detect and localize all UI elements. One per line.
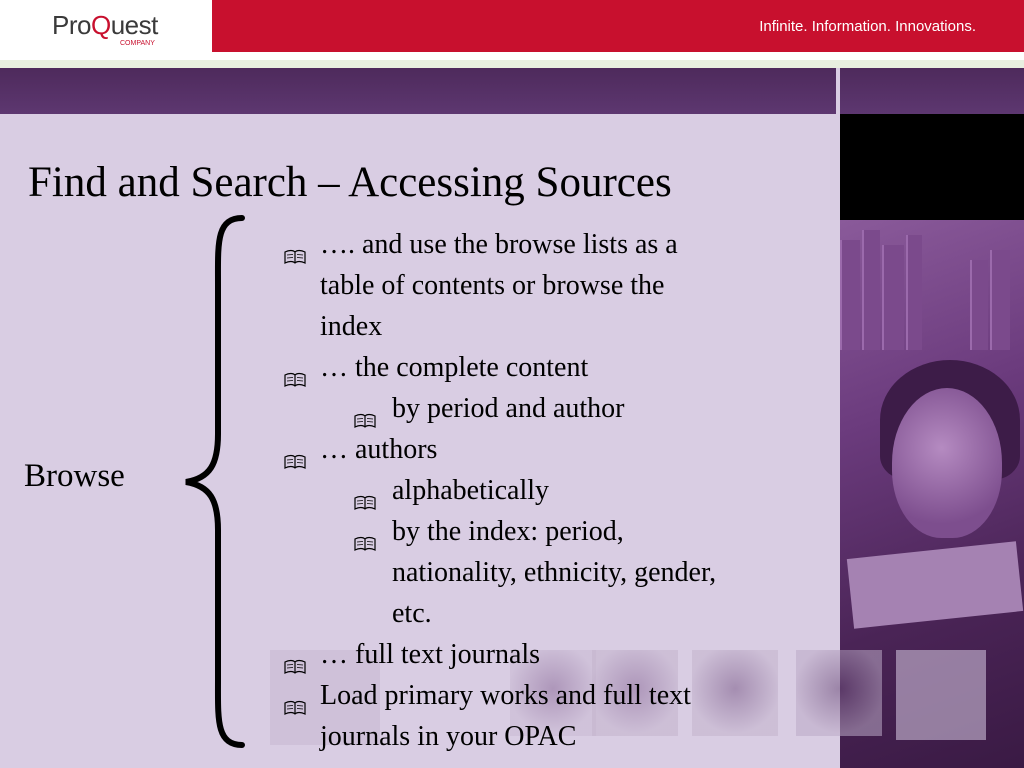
- bullet-text: journals in your OPAC: [320, 721, 577, 752]
- header-bar: [0, 0, 1024, 60]
- logo-text-post: uest: [110, 10, 158, 40]
- open-book-icon: [284, 441, 306, 457]
- bullet-text: index: [320, 311, 383, 342]
- open-book-icon: [284, 646, 306, 662]
- bullet-text: by period and author: [392, 393, 625, 424]
- bullet-item-continuation: [280, 306, 800, 347]
- logo-text-pre: Pro: [52, 10, 91, 40]
- shelf-book: [882, 245, 904, 350]
- manuscript-fragment-right: [896, 650, 986, 740]
- bullet-text: … the complete content: [320, 352, 589, 383]
- open-book-icon: [284, 687, 306, 703]
- open-book-icon: [284, 236, 306, 252]
- bullet-text: …. and use the browse lists as a: [320, 229, 678, 260]
- purple-title-bar: [0, 68, 836, 114]
- bullet-item: [280, 429, 800, 470]
- bullet-text: etc.: [392, 598, 432, 629]
- bullet-item-continuation: [280, 716, 800, 757]
- shelf-book: [862, 230, 880, 350]
- bullet-list: [280, 224, 800, 757]
- bullet-text: by the index: period,: [392, 516, 624, 547]
- shelf-book: [970, 260, 988, 350]
- bullet-item: [280, 511, 800, 552]
- bullet-text: … authors: [320, 434, 438, 465]
- slide-title: Find and Search – Accessing Sources: [28, 159, 672, 206]
- black-panel: [840, 114, 1024, 220]
- bullet-item: [280, 347, 800, 388]
- curly-brace-icon: [180, 214, 250, 749]
- logo-text-q: Q: [90, 10, 111, 40]
- reader-face: [892, 388, 1002, 538]
- shelf-book: [990, 250, 1010, 350]
- open-book-icon: [354, 523, 376, 539]
- bullet-item: [280, 675, 800, 716]
- portrait-image: [796, 650, 882, 736]
- bullet-text: Load primary works and full text: [320, 680, 691, 711]
- open-book-icon: [284, 359, 306, 375]
- shelf-book: [840, 240, 860, 350]
- bullet-text: nationality, ethnicity, gender,: [392, 557, 717, 588]
- bullet-item: [280, 224, 800, 265]
- bullet-item: [280, 388, 800, 429]
- shelf-book: [906, 235, 922, 350]
- proquest-logo: [52, 10, 158, 41]
- bullet-text: alphabetically: [392, 475, 550, 506]
- bullet-text: table of contents or browse the: [320, 270, 665, 301]
- browse-label: Browse: [24, 458, 125, 494]
- bullet-item: [280, 470, 800, 511]
- logo-subtitle: COMPANY: [120, 40, 155, 47]
- open-book-icon: [354, 400, 376, 416]
- bullet-text: … full text journals: [320, 639, 541, 670]
- bullet-item-continuation: [280, 593, 800, 634]
- open-book-image: [847, 541, 1023, 628]
- bullet-item-continuation: [280, 265, 800, 306]
- header-red-band: [212, 0, 1024, 52]
- open-book-icon: [354, 482, 376, 498]
- header-divider: [0, 60, 1024, 68]
- bullet-item-continuation: [280, 552, 800, 593]
- bullet-item: [280, 634, 800, 675]
- purple-title-bar-right: [840, 68, 1024, 114]
- tagline: Infinite. Information. Innovations.: [759, 18, 976, 35]
